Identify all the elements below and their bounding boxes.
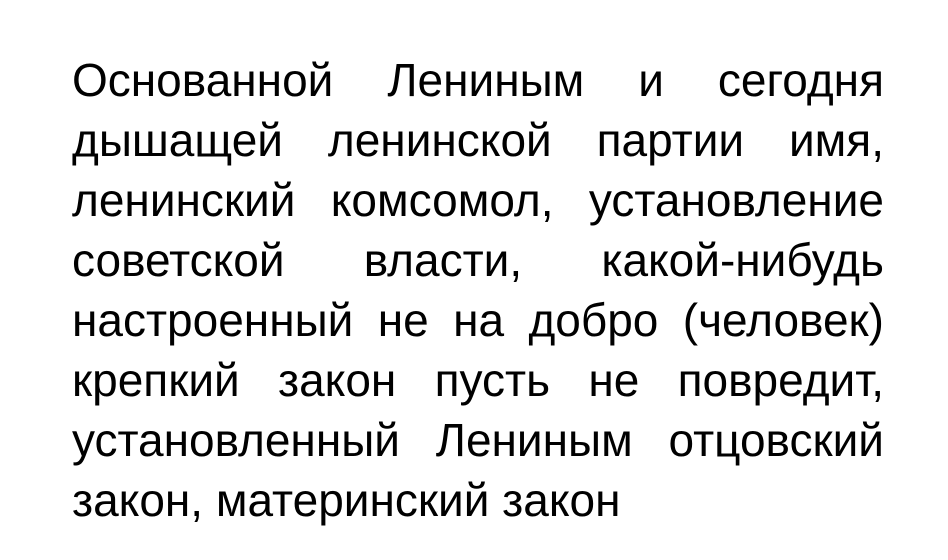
paragraph-line: дышащей ленинской партии имя, (72, 114, 884, 166)
text-paragraph (72, 50, 884, 530)
paragraph-line: ленинский комсомол, установление (72, 174, 884, 226)
paragraph-line: крепкий закон пусть не повредит, (72, 354, 884, 406)
paragraph-line: советской власти, какой-нибудь (72, 234, 884, 286)
paragraph-line: установленный Лениным отцовский (72, 414, 884, 466)
paragraph-line: Основанной Лениным и сегодня (72, 54, 884, 106)
paragraph-line: закон, материнский закон (72, 474, 621, 526)
paragraph-line: настроенный не на добро (человек) (72, 294, 884, 346)
